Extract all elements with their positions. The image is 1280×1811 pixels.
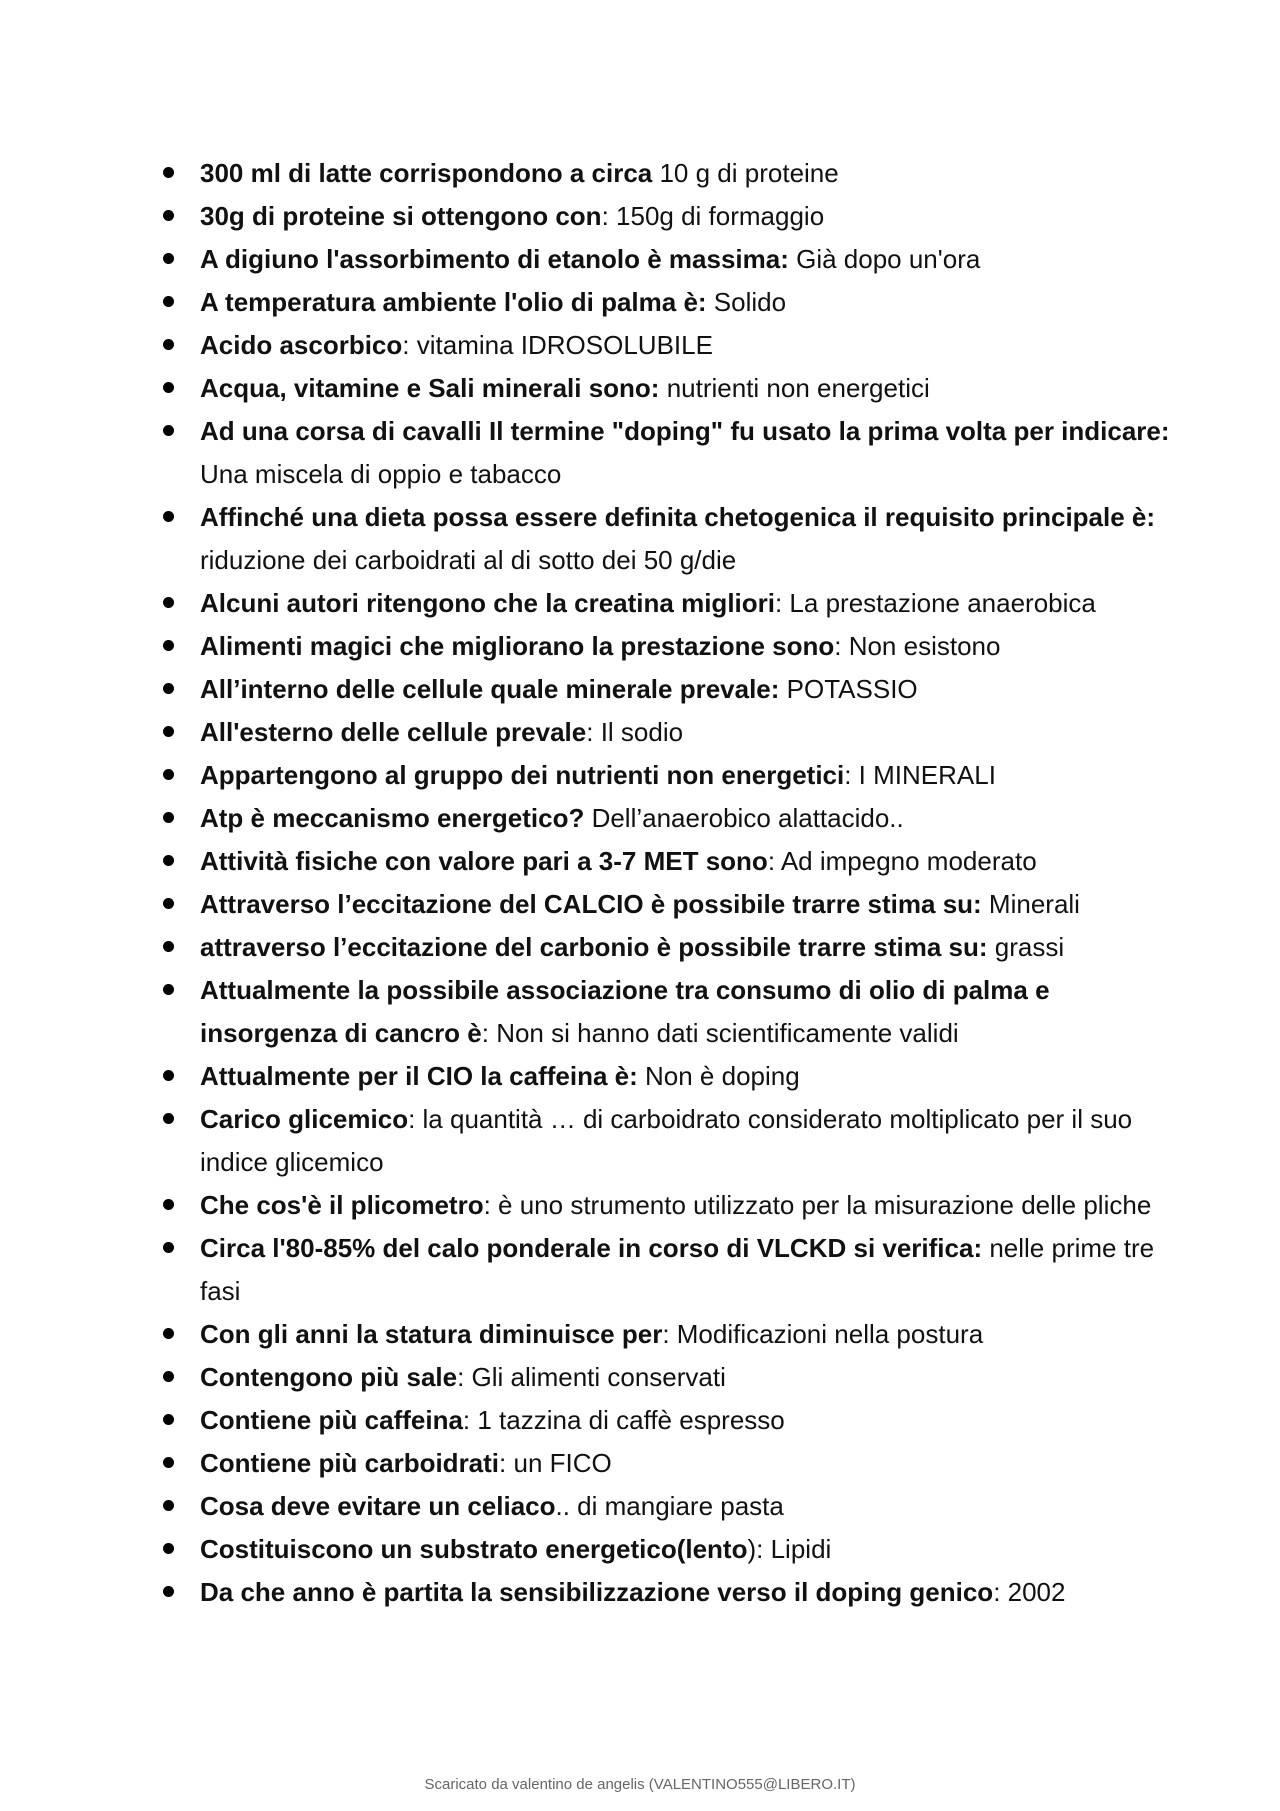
question-text: Contiene più caffeina	[200, 1405, 463, 1435]
list-item	[160, 496, 1170, 582]
bullet-icon	[163, 425, 174, 436]
answer-text: : I MINERALI	[844, 760, 996, 790]
answer-text: nelle prime tre fasi	[200, 1233, 1155, 1306]
answer-text: Dell’anaerobico alattacido..	[584, 803, 904, 833]
bullet-icon	[163, 339, 174, 350]
question-text: 300 ml di latte corrispondono a circa	[200, 158, 653, 188]
list-item	[160, 625, 1170, 668]
answer-text: : Il sodio	[586, 717, 684, 747]
bullet-icon	[163, 382, 174, 393]
question-text: Atp è meccanismo energetico?	[200, 803, 585, 833]
list-item	[160, 582, 1170, 625]
question-text: Affinché una dieta possa essere definita chetogenica il requisito principale è:	[200, 502, 1156, 532]
answer-text: : 150g di formaggio	[601, 201, 825, 231]
list-item	[160, 324, 1170, 367]
list-item	[160, 1571, 1170, 1614]
bullet-icon	[163, 1242, 174, 1253]
answer-text: : un FICO	[499, 1448, 612, 1478]
bullet-icon	[163, 898, 174, 909]
answer-text: : La prestazione anaerobica	[774, 588, 1096, 618]
bullet-icon	[163, 167, 174, 178]
question-text: Acqua, vitamine e Sali minerali sono:	[200, 373, 660, 403]
list-item	[160, 238, 1170, 281]
bullet-icon	[163, 1457, 174, 1468]
list-item	[160, 969, 1170, 1055]
question-text: Costituiscono un substrato energetico(lento	[200, 1534, 748, 1564]
download-footer: Scaricato da valentino de angelis (VALENTINO555@LIBERO.IT)	[424, 1776, 856, 1793]
answer-text: Una miscela di oppio e tabacco	[200, 459, 562, 489]
answer-text: : 1 tazzina di caffè espresso	[462, 1405, 785, 1435]
question-text: All’interno delle cellule quale minerale prevale:	[200, 674, 780, 704]
answer-text: : Non si hanno dati scientificamente validi	[481, 1018, 959, 1048]
question-text: Appartengono al gruppo dei nutrienti non energetici	[200, 760, 845, 790]
bullet-icon	[163, 1414, 174, 1425]
bullet-icon	[163, 1586, 174, 1597]
bullet-icon	[163, 683, 174, 694]
bullet-icon	[163, 855, 174, 866]
list-item	[160, 797, 1170, 840]
list-item	[160, 1055, 1170, 1098]
list-item	[160, 668, 1170, 711]
bullet-icon	[163, 210, 174, 221]
question-text: Attualmente la possibile associazione tra consumo di olio di palma e insorgenza di cancro è	[200, 975, 1050, 1048]
list-item	[160, 1528, 1170, 1571]
question-text: Carico glicemico	[200, 1104, 409, 1134]
list-item	[160, 1227, 1170, 1313]
answer-text: POTASSIO	[779, 674, 918, 704]
list-item	[160, 1098, 1170, 1184]
question-text: Cosa deve evitare un celiaco	[200, 1491, 556, 1521]
bullet-icon	[163, 984, 174, 995]
bullet-icon	[163, 1328, 174, 1339]
list-item	[160, 195, 1170, 238]
bullet-icon	[163, 1070, 174, 1081]
question-text: Contiene più carboidrati	[200, 1448, 500, 1478]
answer-text: nutrienti non energetici	[659, 373, 930, 403]
answer-text: : Non esistono	[834, 631, 1001, 661]
question-text: Contengono più sale	[200, 1362, 458, 1392]
answer-text: : 2002	[993, 1577, 1066, 1607]
list-item	[160, 410, 1170, 496]
list-item	[160, 711, 1170, 754]
answer-text: : Modificazioni nella postura	[662, 1319, 984, 1349]
answer-text: Solido	[706, 287, 787, 317]
answer-text: grassi	[987, 932, 1065, 962]
bullet-icon	[163, 296, 174, 307]
bullet-icon	[163, 1199, 174, 1210]
question-text: Attività fisiche con valore pari a 3-7 MET sono	[200, 846, 768, 876]
answer-text: : Gli alimenti conservati	[457, 1362, 726, 1392]
question-text: Alcuni autori ritengono che la creatina migliori	[200, 588, 775, 618]
bullet-icon	[163, 1543, 174, 1554]
list-item	[160, 840, 1170, 883]
question-text: A digiuno l'assorbimento di etanolo è massima:	[200, 244, 789, 274]
list-item	[160, 1356, 1170, 1399]
question-text: Alimenti magici che migliorano la prestazione sono	[200, 631, 835, 661]
list-item	[160, 152, 1170, 195]
question-text: Attualmente per il CIO la caffeina è:	[200, 1061, 638, 1091]
list-item	[160, 883, 1170, 926]
bullet-icon	[163, 253, 174, 264]
answer-text: Non è doping	[637, 1061, 800, 1091]
question-text: Con gli anni la statura diminuisce per	[200, 1319, 663, 1349]
question-text: Attraverso l’eccitazione del CALCIO è possibile trarre stima su:	[200, 889, 982, 919]
question-text: All'esterno delle cellule prevale	[200, 717, 587, 747]
question-text: Che cos'è il plicometro	[200, 1190, 484, 1220]
answer-text: : vitamina IDROSOLUBILE	[402, 330, 713, 360]
answer-text: 10 g di proteine	[652, 158, 839, 188]
list-item	[160, 926, 1170, 969]
list-item	[160, 1313, 1170, 1356]
list-item	[160, 1399, 1170, 1442]
answer-text: .. di mangiare pasta	[555, 1491, 784, 1521]
answer-text: Già dopo un'ora	[788, 244, 981, 274]
question-text: Circa l'80-85% del calo ponderale in corso di VLCKD si verifica:	[200, 1233, 983, 1263]
answer-text: : Ad impegno moderato	[767, 846, 1037, 876]
question-text: Acido ascorbico	[200, 330, 403, 360]
answer-text: : la quantità … di carboidrato considerato moltiplicato per il suo indice glicemico	[200, 1104, 1133, 1177]
bullet-icon	[163, 1371, 174, 1382]
bullet-icon	[163, 511, 174, 522]
list-item	[160, 1184, 1170, 1227]
answer-text: ): Lipidi	[747, 1534, 832, 1564]
question-text: Ad una corsa di cavalli Il termine "doping" fu usato la prima volta per indicare:	[200, 416, 1170, 446]
question-text: 30g di proteine si ottengono con	[200, 201, 602, 231]
list-item	[160, 1442, 1170, 1485]
list-item	[160, 281, 1170, 324]
question-text: Da che anno è partita la sensibilizzazione verso il doping genico	[200, 1577, 994, 1607]
question-text: attraverso l’eccitazione del carbonio è possibile trarre stima su:	[200, 932, 988, 962]
qa-list	[160, 152, 1170, 1614]
question-text: A temperatura ambiente l'olio di palma è:	[200, 287, 707, 317]
bullet-icon	[163, 640, 174, 651]
bullet-icon	[163, 1113, 174, 1124]
bullet-icon	[163, 812, 174, 823]
bullet-icon	[163, 769, 174, 780]
list-item	[160, 1485, 1170, 1528]
answer-text: riduzione dei carboidrati al di sotto dei 50 g/die	[200, 545, 737, 575]
bullet-icon	[163, 726, 174, 737]
answer-text: : è uno strumento utilizzato per la misurazione delle pliche	[483, 1190, 1152, 1220]
bullet-icon	[163, 597, 174, 608]
list-item	[160, 367, 1170, 410]
bullet-icon	[163, 941, 174, 952]
bullet-icon	[163, 1500, 174, 1511]
answer-text: Minerali	[981, 889, 1080, 919]
list-item	[160, 754, 1170, 797]
